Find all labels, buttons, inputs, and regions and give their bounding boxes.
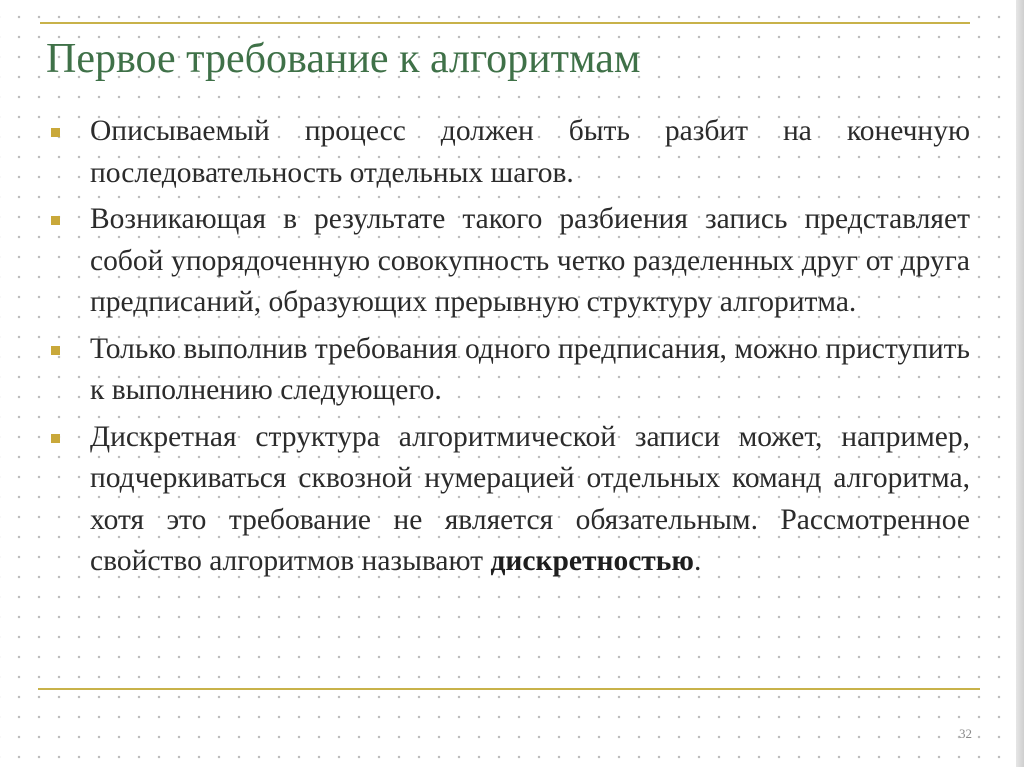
- bullet-text-end: .: [693, 545, 702, 577]
- bullet-text: Описываемый процесс должен быть разбит на конечную последовательность отдельных шагов.: [90, 115, 970, 189]
- emphasized-term: дискретностью: [490, 545, 694, 577]
- top-divider-line: [40, 22, 970, 24]
- bullet-item: [48, 111, 970, 194]
- square-bullet-icon: [51, 346, 60, 355]
- bullet-text: Возникающая в результате такого разбиения запись представляет собой упорядоченную совокупность четко разделенных друг от друга предписаний, образующих прерывную структуру алгоритма.: [90, 203, 970, 318]
- bullet-item: [48, 329, 970, 412]
- bullet-text: Только выполнив требования одного предписания, можно приступить к выполнению следующего.: [90, 332, 970, 406]
- bottom-divider-line: [38, 688, 980, 690]
- bullet-item: [48, 199, 970, 324]
- square-bullet-icon: [51, 216, 60, 225]
- slide-edge-shadow: [1016, 0, 1024, 767]
- slide-title: Первое требование к алгоритмам: [46, 36, 641, 82]
- bullet-text: [90, 421, 970, 578]
- page-number: 32: [959, 726, 972, 741]
- bullet-item: [48, 417, 970, 583]
- bullet-text-main: Дискретная структура алгоритмической записи может, например, подчеркиваться сквозной нумерацией отдельных команд алгоритма, хотя это требование не является обязательным. Рассмотренное свойство алгоритмов называют: [90, 420, 970, 577]
- square-bullet-icon: [51, 434, 60, 443]
- bullet-list: [48, 111, 970, 588]
- square-bullet-icon: [51, 128, 60, 137]
